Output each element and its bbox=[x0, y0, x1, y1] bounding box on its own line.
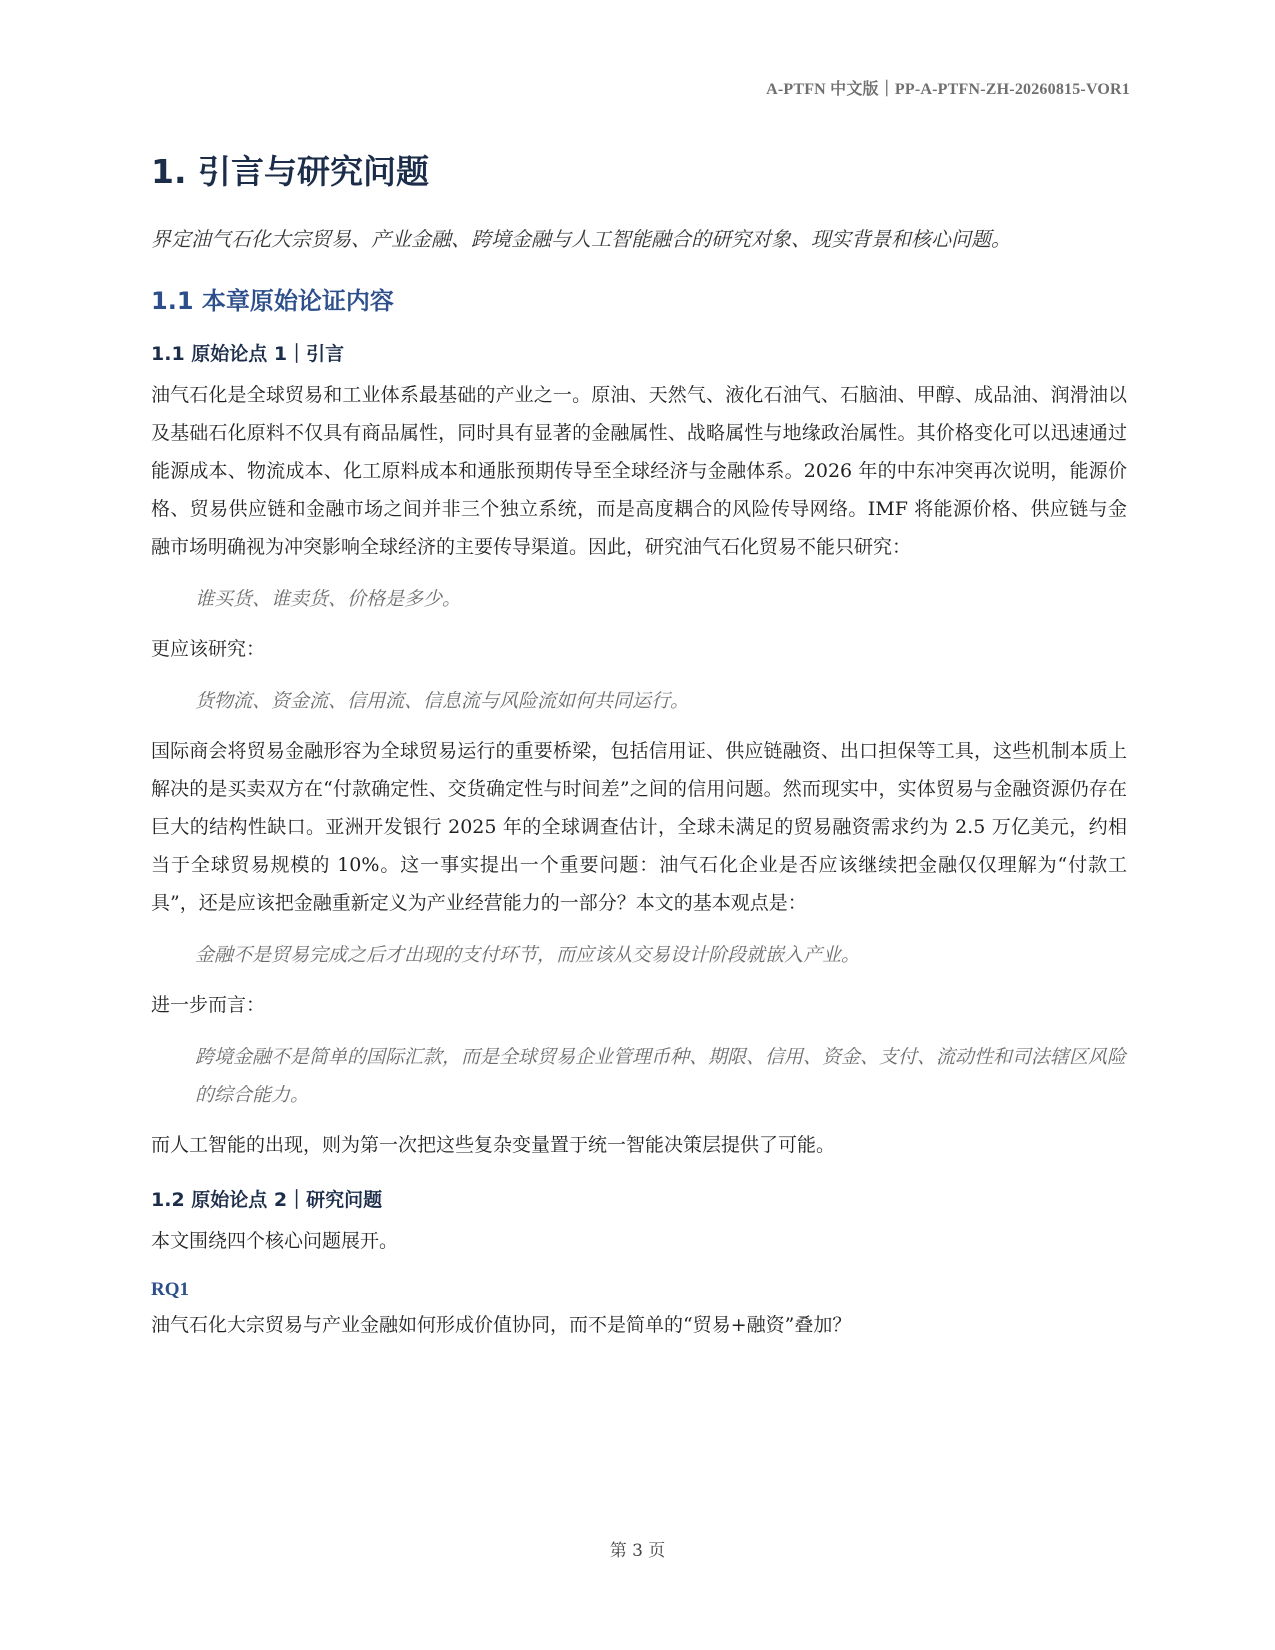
page-number: 第 3 页 bbox=[609, 1541, 666, 1561]
point1-paragraph-1: 油气石化是全球贸易和工业体系最基础的产业之一。原油、天然气、液化石油气、石脑油、甲醇、成品油、润滑油以及基础石化原料不仅具有商品属性，同时具有显著的金融属性、战略属性与地缘政治属性。其价格变化可以迅速通过能源成本、物流成本、化工原料成本和通胀预期传导至全球经济与金融体系。2026 年的中东冲突再次说明，能源价格、贸易供应链和金融市场之间并非三个独立系统，而是高度耦合的风险传导网络。IMF 将能源价格、供应链与金融市场明确视为冲突影响全球经济的主要传导渠道。因此，研究油气石化贸易不能只研究： bbox=[151, 384, 1127, 558]
running-header: A-PTFN 中文版｜PP-A-PTFN-ZH-20260815-VOR1 bbox=[766, 81, 1130, 98]
point2-title: 1.2 原始论点 2｜研究问题 bbox=[151, 1189, 383, 1211]
point1-title: 1.1 原始论点 1｜引言 bbox=[151, 343, 345, 365]
point1-paragraph-5: 而人工智能的出现，则为第一次把这些复杂变量置于统一智能决策层提供了可能。 bbox=[151, 1134, 836, 1156]
section-title: 1.1 本章原始论证内容 bbox=[151, 287, 394, 315]
point1-paragraph-2: 更应该研究： bbox=[151, 638, 266, 660]
chapter-lead: 界定油气石化大宗贸易、产业金融、跨境金融与人工智能融合的研究对象、现实背景和核心问题。 bbox=[151, 227, 1011, 251]
point1-quote-4: 跨境金融不是简单的国际汇款，而是全球贸易企业管理币种、期限、信用、资金、支付、流动性和司法辖区风险的综合能力。 bbox=[195, 1046, 1127, 1106]
page-content bbox=[151, 150, 1127, 1342]
point1-quote-2: 货物流、资金流、信用流、信息流与风险流如何共同运行。 bbox=[195, 690, 690, 712]
chapter-title: 1. 引言与研究问题 bbox=[151, 152, 429, 191]
rq1-label: RQ1 bbox=[151, 1279, 189, 1300]
point1-paragraph-4: 进一步而言： bbox=[151, 994, 266, 1016]
point1-quote-3: 金融不是贸易完成之后才出现的支付环节，而应该从交易设计阶段就嵌入产业。 bbox=[195, 944, 861, 966]
point1-paragraph-3: 国际商会将贸易金融形容为全球贸易运行的重要桥梁，包括信用证、供应链融资、出口担保等工具，这些机制本质上解决的是买卖双方在“付款确定性、交货确定性与时间差”之间的信用问题。然而现实中，实体贸易与金融资源仍存在巨大的结构性缺口。亚洲开发银行 2025 年的全球调查估计，全球未满足的贸易融资需求约为 2.5 万亿美元，约相当于全球贸易规模的 10%。这一事实提出一个重要问题：油气石化企业是否应该继续把金融仅仅理解为“付款工具”，还是应该把金融重新定义为产业经营能力的一部分？本文的基本观点是： bbox=[151, 740, 1127, 914]
point1-quote-1: 谁买货、谁卖货、价格是多少。 bbox=[195, 588, 462, 610]
rq1-text: 油气石化大宗贸易与产业金融如何形成价值协同，而不是简单的“贸易+融资”叠加？ bbox=[151, 1314, 852, 1336]
point2-paragraph-1: 本文围绕四个核心问题展开。 bbox=[151, 1230, 399, 1252]
